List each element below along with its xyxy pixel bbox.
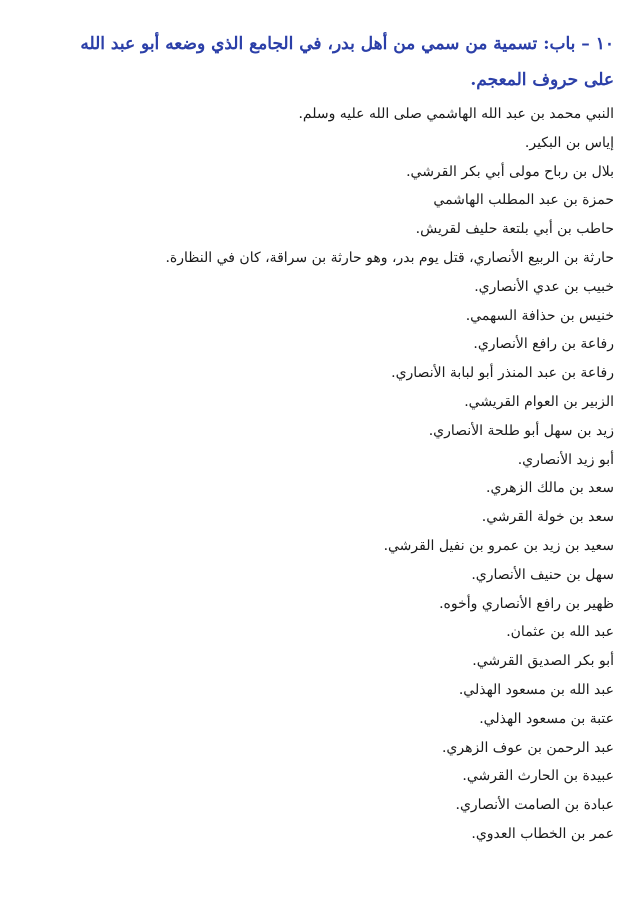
list-item: عبد الله بن مسعود الهذلي. [458, 681, 614, 698]
list-item: خبيب بن عدي الأنصاري. [474, 278, 614, 295]
list-item: رفاعة بن رافع الأنصاري. [473, 336, 614, 353]
list-item: خنيس بن حذافة السهمي. [465, 307, 614, 324]
list-item: عتبة بن مسعود الهذلي. [479, 710, 614, 727]
chapter-heading: ١٠ – باب: تسمية من سمي من أهل بدر، في الجامع الذي وضعه أبو عبد الله على حروف المعجم. [80, 34, 614, 90]
list-item: سهل بن حنيف الأنصاري. [471, 566, 614, 583]
list-item: عبد الله بن عثمان. [506, 624, 614, 641]
list-item: عمر بن الخطاب العدوي. [471, 825, 614, 842]
list-item: الزبير بن العوام القريشي. [464, 393, 614, 410]
list-item: عبادة بن الصامت الأنصاري. [455, 797, 614, 814]
entry-list [72, 100, 614, 849]
list-item: حمزة بن عبد المطلب الهاشمي [433, 192, 614, 209]
list-item: إياس بن البكير. [524, 134, 614, 151]
list-item: أبو زيد الأنصاري. [517, 451, 614, 468]
list-item: ظهير بن رافع الأنصاري وأخوه. [439, 595, 614, 612]
list-item: زيد بن سهل أبو طلحة الأنصاري. [428, 422, 614, 439]
list-item: سعد بن مالك الزهري. [486, 480, 614, 497]
document-page [72, 26, 614, 849]
list-item: رفاعة بن عبد المنذر أبو لبابة الأنصاري. [391, 365, 614, 382]
list-item: سعد بن خولة القرشي. [481, 509, 614, 526]
list-item: سعيد بن زيد بن عمرو بن نفيل القرشي. [383, 537, 614, 554]
list-item: بلال بن رباح مولى أبي بكر القرشي. [406, 163, 614, 180]
list-item: عبد الرحمن بن عوف الزهري. [441, 739, 614, 756]
list-item: حاطب بن أبي بلتعة حليف لقريش. [415, 221, 614, 238]
list-item: النبي محمد بن عبد الله الهاشمي صلى الله عليه وسلم. [298, 106, 614, 122]
list-item: عبيدة بن الحارث القرشي. [462, 768, 614, 785]
list-item: أبو بكر الصديق القرشي. [472, 653, 614, 670]
list-item: حارثة بن الربيع الأنصاري، قتل يوم بدر، وهو حارثة بن سراقة، كان في النظارة. [165, 249, 614, 266]
